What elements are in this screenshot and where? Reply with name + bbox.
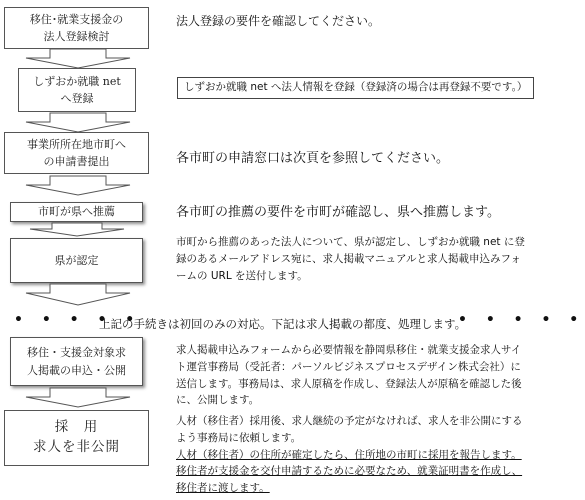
- step-box-prefecture-certification: 県が認定: [10, 238, 143, 283]
- step-description-5: 市町から推薦のあった法人について、県が認定し、しずおか就職 net に登録のあるメールアドレス宛に、求人掲載マニュアルと求人掲載申込みフォームの URL を送付します。: [176, 236, 525, 282]
- down-arrow-icon: [18, 49, 138, 69]
- hiring-note-line-3: 移住者が支援金を交付申請するために必要なため、就業証明書を作成し、移住者に渡します。: [176, 465, 523, 495]
- down-arrow-icon: [18, 284, 138, 306]
- notice-dots-left: • • • • •: [14, 312, 142, 328]
- step-description-4: 各市町の推薦の要件を市町が確認し、県へ推薦します。: [176, 205, 500, 220]
- down-arrow-icon: [22, 223, 132, 237]
- step-description-7: [176, 413, 528, 497]
- down-arrow-icon: [18, 388, 138, 408]
- step-box-shizuoka-net-registration: しずおか就職 net へ登録: [18, 68, 136, 112]
- step-box-corporate-registration-review: 移住･就業支援金の 法人登録検討: [4, 7, 149, 49]
- step-box-municipality-recommendation: 市町が県へ推薦: [10, 202, 143, 222]
- step-box-application-submission: 事業所所在地市町へ の申請書提出: [4, 132, 149, 174]
- hiring-note-line-2: 人材（移住者）の住所が確定したら、住所地の市町に採用を報告します。: [176, 448, 522, 461]
- step-description-6: 求人掲載申込みフォームから必要情報を静岡県移住・就業支援金求人サイト運営事務局（受託者：パーソルビジネスプロセスデザイン株式会社）に送信します。事務局は、求人原稿を作成し、登録法人が原稿を確認した後に、公開します。: [176, 344, 522, 407]
- step-description-3: 各市町の申請窓口は次頁を参照してください。: [176, 151, 450, 166]
- down-arrow-icon: [18, 113, 138, 133]
- step-description-1: 法人登録の要件を確認してください。: [176, 14, 381, 28]
- notice-text: 上記の手続きは初回のみの対応。下記は求人掲載の都度、処理します。: [99, 317, 467, 331]
- step-description-2: しずおか就職 net へ法人情報を登録（登録済の場合は再登録不要です。）: [177, 77, 534, 99]
- notice-dots-right: • • • • •: [458, 312, 585, 328]
- step-box-job-posting: 移住・支援金対象求 人掲載の申込・公開: [10, 337, 143, 386]
- step-box-hiring: 採 用 求人を非公開: [4, 410, 149, 466]
- down-arrow-icon: [18, 176, 138, 196]
- hiring-note-line-1: 人材（移住者）採用後、求人継続の予定がなければ、求人を非公開にするよう事務局に依頼します。: [176, 415, 523, 444]
